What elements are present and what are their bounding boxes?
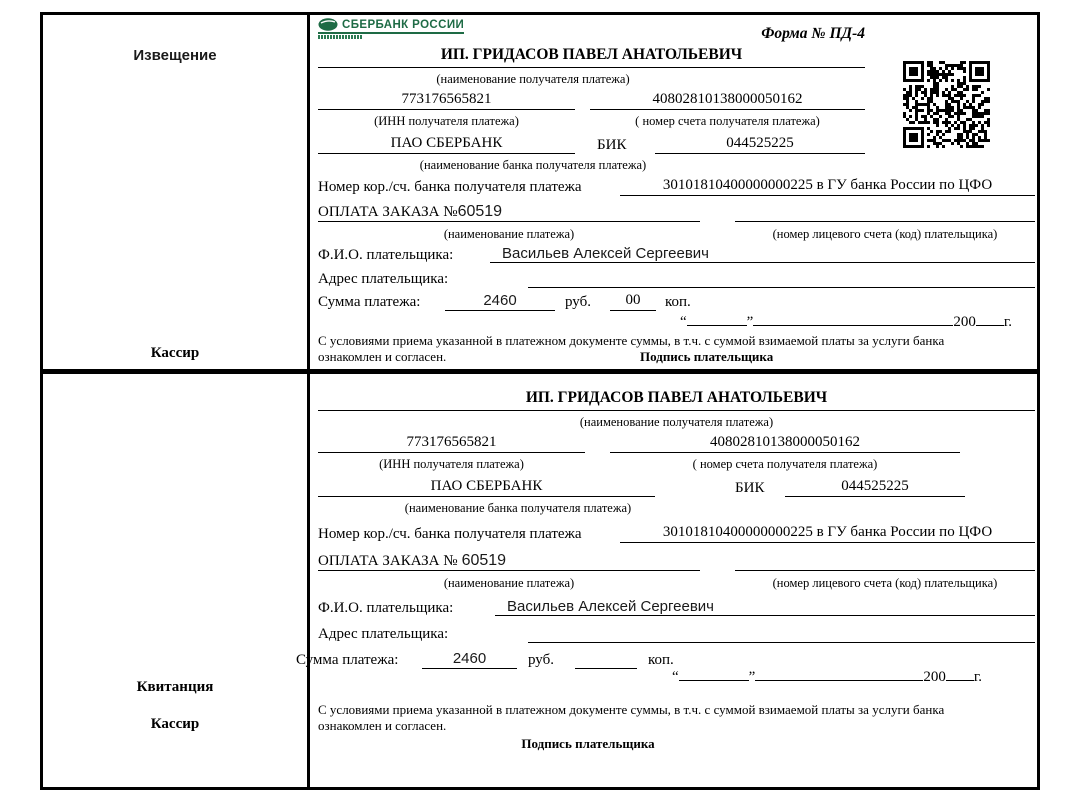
signature-label: Подпись плательщика	[521, 736, 655, 751]
kop-value: 00	[610, 290, 656, 311]
personal-account-line	[735, 201, 1035, 222]
inn-label: (ИНН получателя платежа)	[374, 114, 519, 128]
payer-address-label: Адрес плательщика:	[318, 626, 449, 642]
agreement-text-line2: ознакомлен и согласен.	[318, 718, 447, 733]
personal-account-line	[735, 550, 1035, 571]
rub-label: руб.	[565, 294, 591, 310]
account-value: 40802810138000050162	[610, 432, 960, 453]
personal-account-label: (номер лицевого счета (код) плательщика)	[772, 576, 998, 590]
order-number: 60519	[461, 552, 507, 569]
account-label: ( номер счета получателя платежа)	[635, 114, 820, 128]
corr-account-value: 30101810400000000225 в ГУ банка России по ЦФО	[620, 175, 1035, 196]
signature-label: Подпись плательщика	[640, 349, 774, 364]
corr-account-value: 30101810400000000225 в ГУ банка России по ЦФО	[620, 522, 1035, 543]
bank-name: ПАО СБЕРБАНК	[318, 133, 575, 154]
receipt-side-column	[43, 374, 310, 787]
agreement-text-line1: С условиями приема указанной в платежном документе суммы, в т.ч. с суммой взимаемой платы за услуги банка	[318, 333, 945, 348]
kop-label: коп.	[665, 294, 691, 310]
sberbank-logo	[318, 18, 464, 39]
agreement-text-line1: С условиями приема указанной в платежном документе суммы, в т.ч. с суммой взимаемой платы за услуги банка	[318, 702, 945, 717]
section-receipt	[43, 374, 1037, 787]
sberbank-logo-icon	[318, 18, 338, 31]
agreement-text-line2: ознакомлен и согласен.	[318, 349, 447, 364]
bik-value: 044525225	[655, 133, 865, 154]
corr-account-label: Номер кор./сч. банка получателя платежа	[318, 179, 582, 195]
payer-address-line	[528, 622, 1035, 643]
recipient-name-label: (наименование получателя платежа)	[579, 415, 774, 429]
section-notice	[43, 15, 1037, 374]
sum-label: Сумма платежа:	[296, 652, 399, 668]
notice-side-column	[43, 15, 310, 369]
notice-content	[310, 15, 1037, 369]
form-number: Форма № ПД-4	[761, 25, 865, 42]
order-number: 60519	[457, 203, 503, 220]
cashier-label-2: Кассир	[150, 716, 200, 732]
cashier-label: Кассир	[150, 345, 200, 361]
sum-value: 2460	[422, 648, 517, 669]
account-value: 40802810138000050162	[590, 89, 865, 110]
receipt-content	[296, 374, 1037, 787]
recipient-name-label: (наименование получателя платежа)	[436, 72, 630, 86]
date-line: “ ” 200 г.	[672, 666, 982, 687]
sum-value: 2460	[445, 290, 555, 311]
recipient-name: ИП. ГРИДАСОВ ПАВЕЛ АНАТОЛЬЕВИЧ	[318, 45, 865, 68]
notice-side-label: Извещение	[133, 47, 217, 64]
payment-form-pd4	[40, 12, 1040, 790]
receipt-side-label: Квитанция	[136, 679, 214, 695]
payer-name-label: Ф.И.О. плательщика:	[318, 247, 454, 263]
payment-name: ОПЛАТА ЗАКАЗА №60519	[318, 201, 700, 222]
inn-value: 773176565821	[318, 432, 585, 453]
personal-account-label: (номер лицевого счета (код) плательщика)	[772, 227, 998, 241]
bik-label: БИК	[735, 480, 765, 496]
payer-name-value: Васильев Алексей Сергеевич	[490, 243, 1035, 263]
payment-name-label: (наименование платежа)	[443, 576, 575, 590]
kop-label: коп.	[648, 652, 674, 668]
payer-name-value: Васильев Алексей Сергеевич	[495, 596, 1035, 616]
bank-name: ПАО СБЕРБАНК	[318, 476, 655, 497]
kop-value	[575, 648, 637, 669]
bank-logo-text: СБЕРБАНК РОССИИ	[342, 18, 465, 31]
rub-label: руб.	[528, 652, 554, 668]
payer-address-line	[528, 267, 1035, 288]
bik-label: БИК	[597, 137, 627, 153]
bank-name-label: (наименование банка получателя платежа)	[404, 501, 632, 515]
payer-address-label: Адрес плательщика:	[318, 271, 449, 287]
payer-name-label: Ф.И.О. плательщика:	[318, 600, 454, 616]
inn-value: 773176565821	[318, 89, 575, 110]
bank-name-label: (наименование банка получателя платежа)	[419, 158, 647, 172]
corr-account-label: Номер кор./сч. банка получателя платежа	[318, 526, 582, 542]
payment-name-label: (наименование платежа)	[443, 227, 575, 241]
recipient-name: ИП. ГРИДАСОВ ПАВЕЛ АНАТОЛЬЕВИЧ	[318, 388, 1035, 411]
qr-code	[903, 61, 992, 150]
sum-label: Сумма платежа:	[318, 294, 421, 310]
date-line: “ ” 200 г.	[680, 311, 1012, 332]
account-label: ( номер счета получателя платежа)	[692, 457, 878, 471]
bik-value: 044525225	[785, 476, 965, 497]
payment-name: ОПЛАТА ЗАКАЗА № 60519	[318, 550, 700, 571]
logo-tagline	[318, 35, 362, 39]
inn-label: (ИНН получателя платежа)	[379, 457, 524, 471]
